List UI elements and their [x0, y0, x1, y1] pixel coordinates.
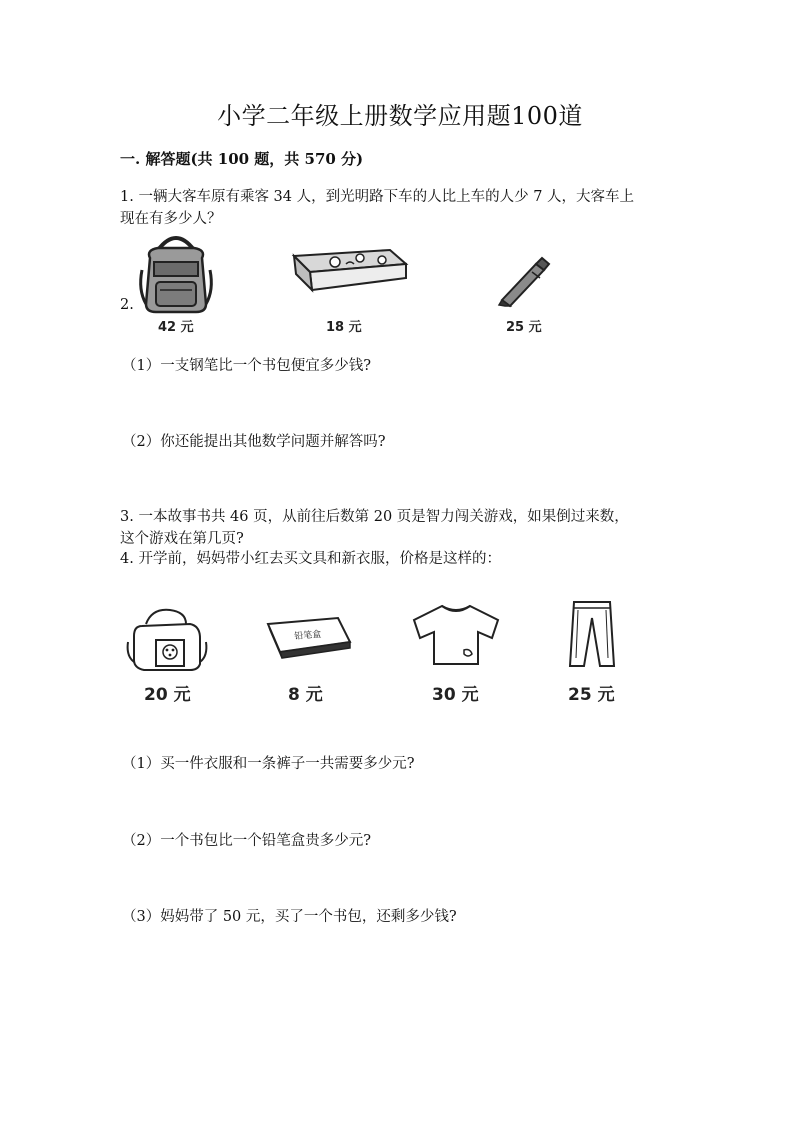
- question-2-sub-2: （2）你还能提出其他数学问题并解答吗?: [122, 434, 386, 450]
- question-2-sub-1: （1）一支钢笔比一个书包便宜多少钱?: [122, 358, 371, 374]
- question-1-line-2: 现在有多少人？: [120, 211, 222, 227]
- question-1: [120, 186, 634, 230]
- shirt-price: 30 元: [432, 685, 479, 705]
- question-2-number: 2.: [120, 297, 134, 313]
- question-4-sub-3: （3）妈妈带了 50 元，买了一个书包，还剩多少钱?: [122, 909, 457, 925]
- question-4-line-1: 4. 开学前，妈妈带小红去买文具和新衣服，价格是这样的：: [120, 551, 501, 567]
- pencil-case-label: 铅笔盒: [293, 629, 322, 643]
- shirt-icon: [408, 602, 504, 668]
- page-title: 小学二年级上册数学应用题100道: [217, 102, 583, 130]
- question-4-sub-2: （2）一个书包比一个铅笔盒贵多少元?: [122, 833, 371, 849]
- question-4-sub-1: （1）买一件衣服和一条裤子一共需要多少元?: [122, 756, 415, 772]
- backpack-icon: [136, 230, 216, 314]
- pencil-case-price: 8 元: [288, 685, 323, 705]
- backpack-price: 42 元: [158, 320, 194, 335]
- question-3: [120, 506, 629, 550]
- trousers-price: 25 元: [568, 685, 615, 705]
- question-3-line-1: 3. 一本故事书共 46 页，从前往后数第 20 页是智力闯关游戏，如果倒过来数，: [120, 509, 629, 525]
- trousers-icon: [564, 598, 620, 670]
- question-1-line-1: 1. 一辆大客车原有乘客 34 人，到光明路下车的人比上车的人少 7 人，大客车上: [120, 189, 635, 205]
- schoolbag-icon: [126, 606, 208, 672]
- pencil-box-icon: [290, 246, 410, 292]
- section-heading: 一. 解答题(共 100 题，共 570 分): [120, 150, 364, 168]
- question-3-line-2: 这个游戏在第几页?: [120, 531, 244, 547]
- pen-price: 25 元: [506, 320, 542, 335]
- pencil-case-icon: [264, 616, 352, 658]
- pencil-box-price: 18 元: [326, 320, 362, 335]
- pen-icon: [496, 254, 552, 308]
- schoolbag-price: 20 元: [144, 685, 191, 705]
